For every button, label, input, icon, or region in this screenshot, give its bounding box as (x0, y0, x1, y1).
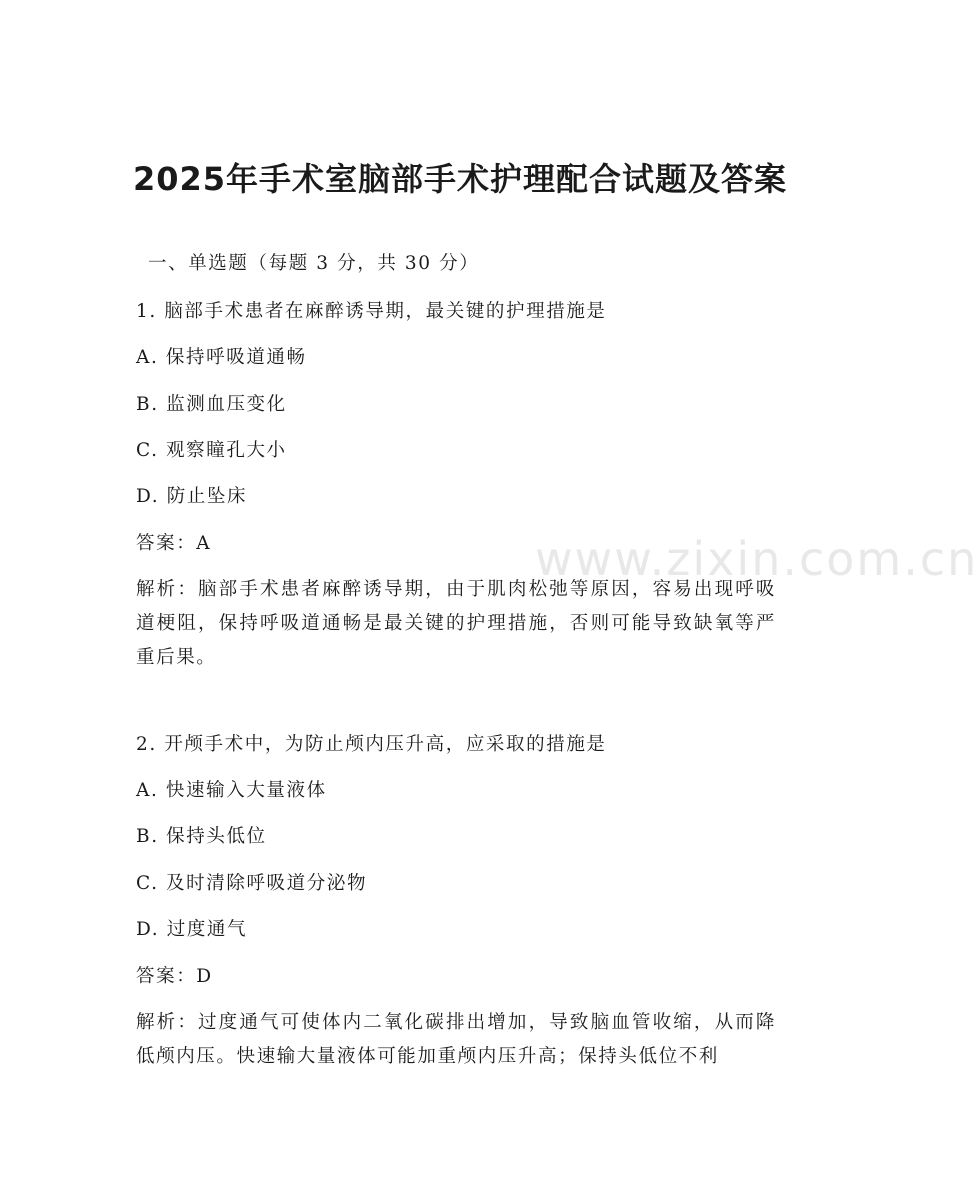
document-title: 2025年手术室脑部手术护理配合试题及答案 (132, 160, 788, 198)
site-watermark: www.zixin.com.cn (535, 532, 978, 586)
question-1-analysis: 解析：脑部手术患者麻醉诱导期，由于肌肉松弛等原因，容易出现呼吸道梗阻，保持呼吸道通畅是最关键的护理措施，否则可能导致缺氧等严重后果。 (136, 579, 776, 668)
question-1-option-b: B. 监测血压变化 (136, 394, 287, 415)
question-2-answer: 答案：D (136, 966, 213, 987)
question-2-option-b: B. 保持头低位 (136, 826, 267, 847)
question-2-option-a: A. 快速输入大量液体 (136, 780, 327, 801)
question-1-option-a: A. 保持呼吸道通畅 (136, 347, 307, 368)
question-2-option-c: C. 及时清除呼吸道分泌物 (136, 873, 368, 894)
question-2-option-d: D. 过度通气 (136, 919, 248, 940)
question-1-option-c: C. 观察瞳孔大小 (136, 440, 287, 461)
question-2-analysis: 解析：过度通气可使体内二氧化碳排出增加，导致脑血管收缩，从而降低颅内压。快速输大量液体可能加重颅内压升高；保持头低位不利 (136, 1012, 776, 1067)
section-heading: 一、单选题（每题 3 分，共 30 分） (148, 253, 480, 274)
question-1-answer: 答案：A (136, 533, 212, 554)
question-1-stem: 1. 脑部手术患者在麻醉诱导期，最关键的护理措施是 (136, 301, 607, 322)
question-1-option-d: D. 防止坠床 (136, 486, 248, 507)
question-2-stem: 2. 开颅手术中，为防止颅内压升高，应采取的措施是 (136, 734, 607, 755)
